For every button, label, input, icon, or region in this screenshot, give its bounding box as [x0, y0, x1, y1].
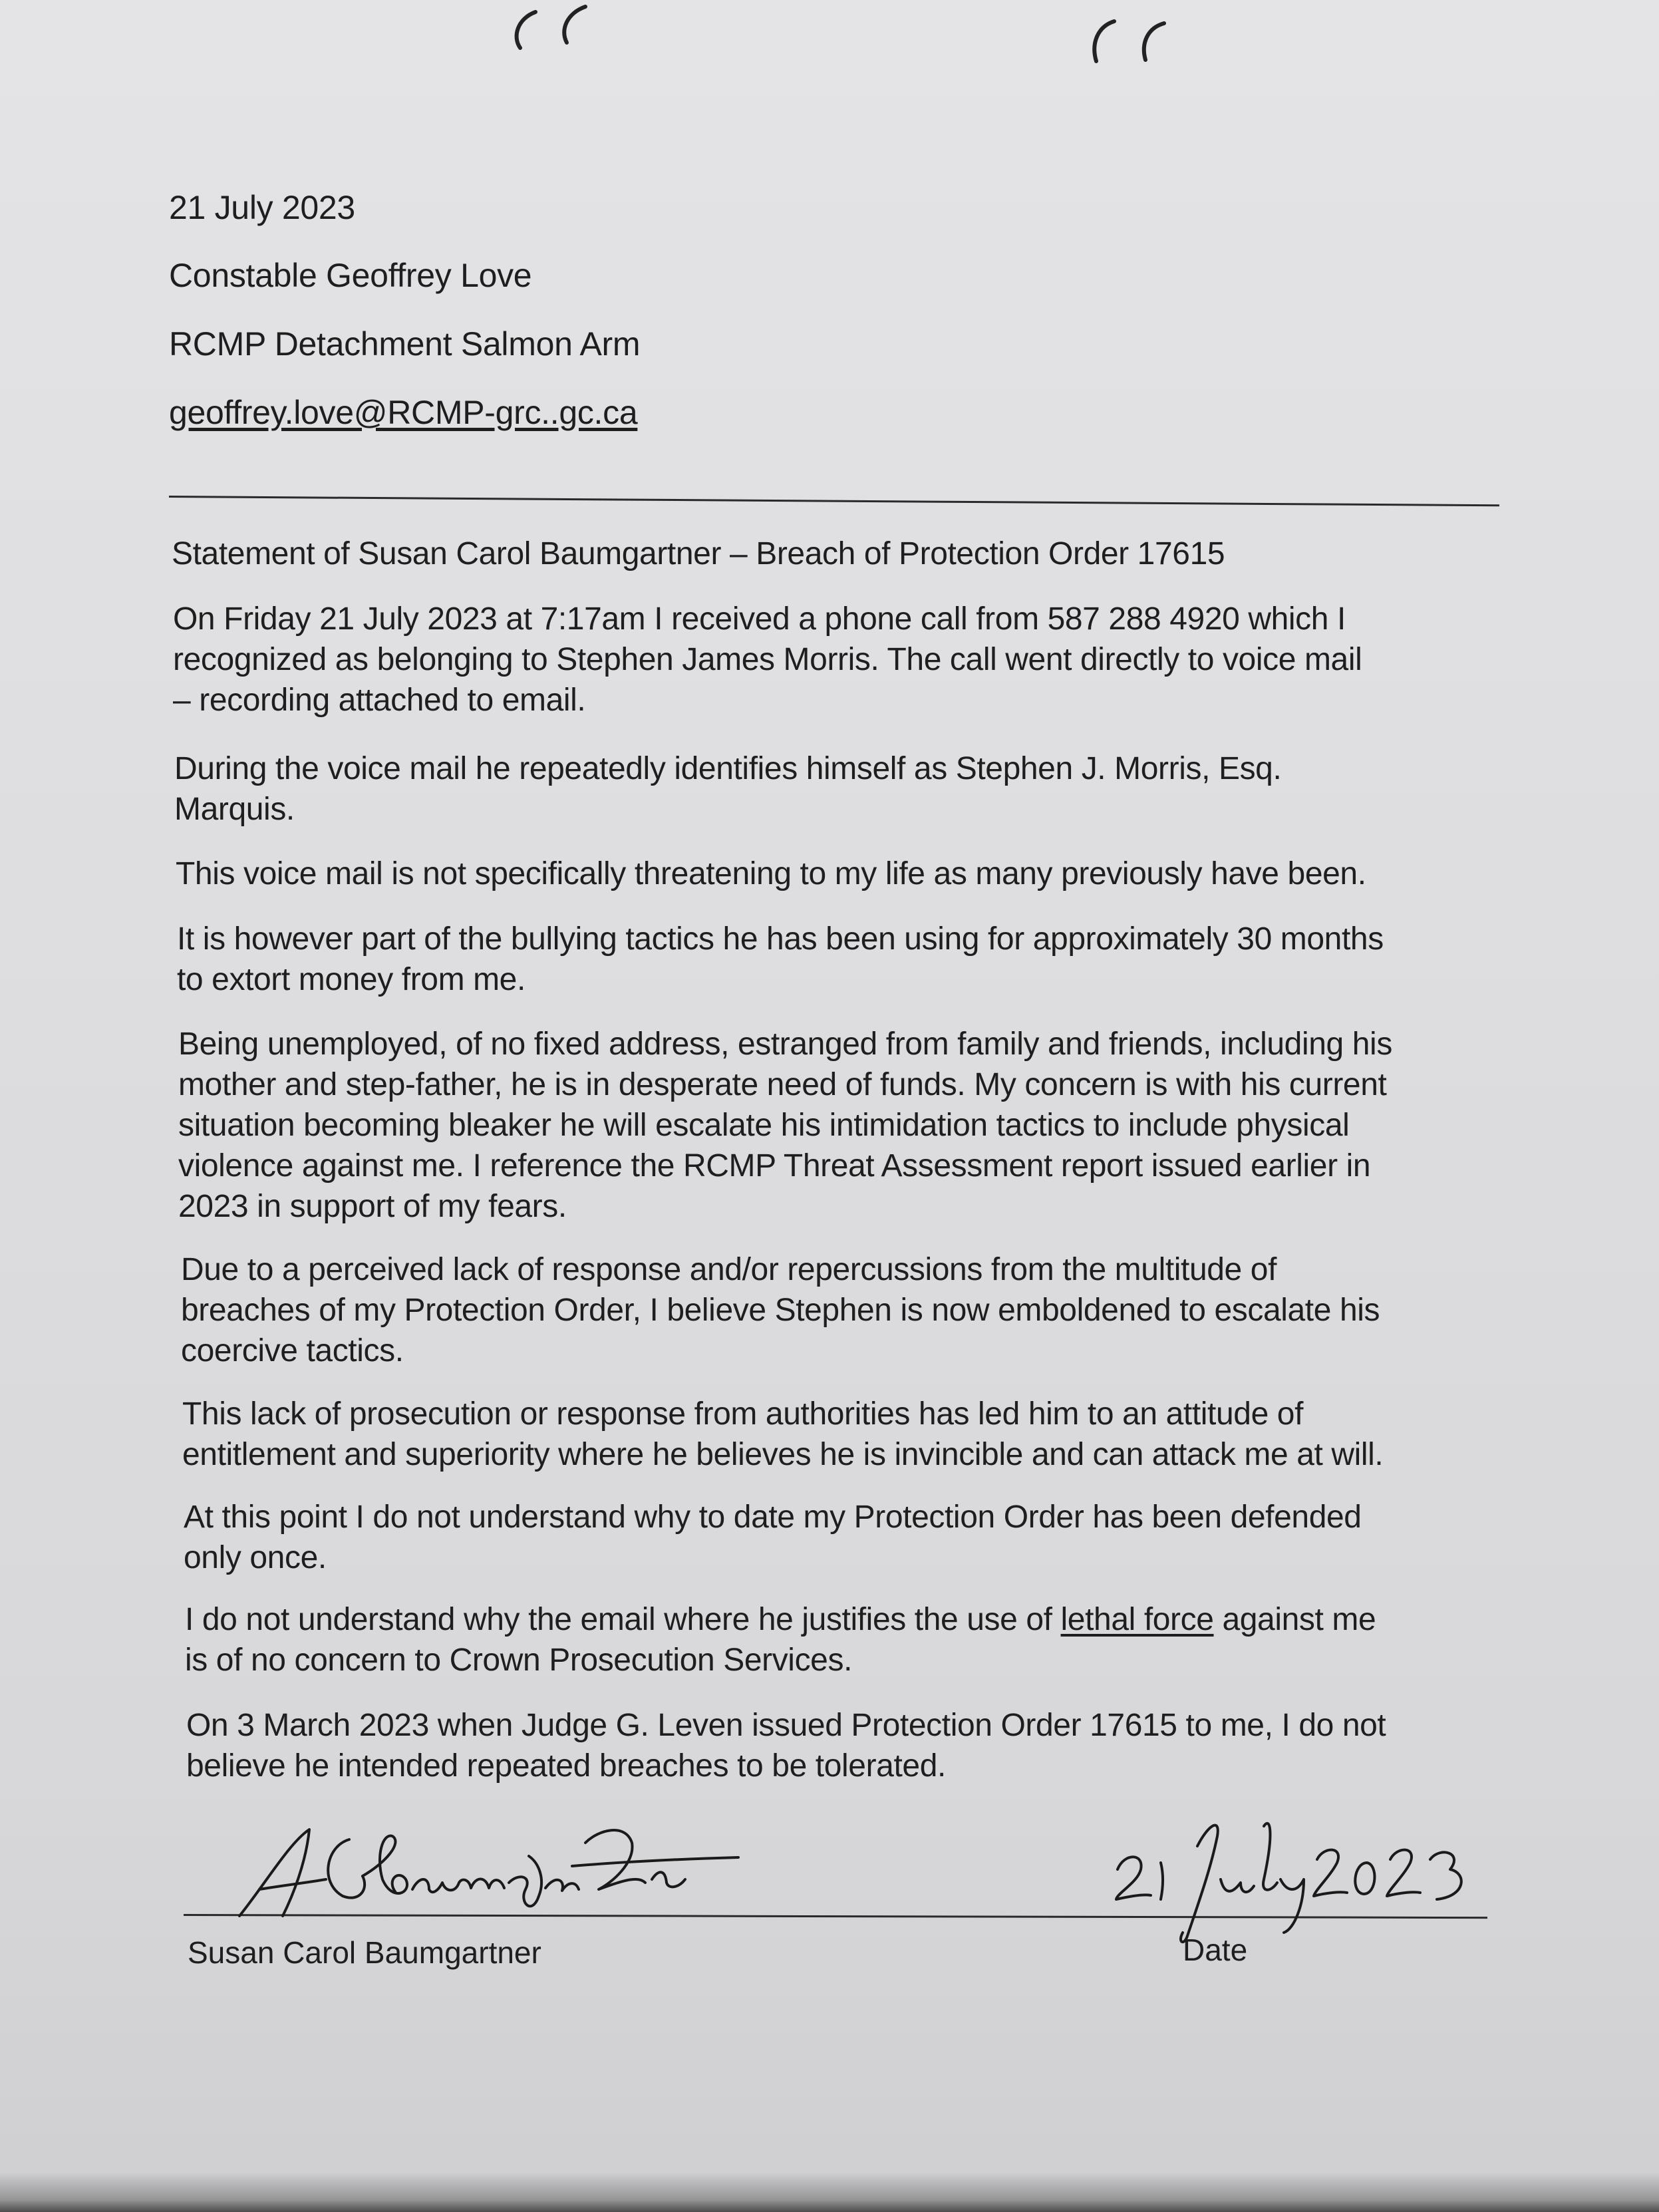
recipient-email: geoffrey.love@RCMP-grc..gc.ca: [169, 394, 638, 431]
letter-date: 21 July 2023: [169, 189, 355, 226]
paragraph-bullying-tactics: It is however part of the bullying tactics he has been using for approximately 30 months to extort money from me.: [177, 921, 1384, 997]
punch-hole-mark-right: [1078, 13, 1204, 73]
lethal-text-after: against me is of no concern to Crown Prosecution Services.: [185, 1602, 1376, 1678]
statement-title: Statement of Susan Carol Baumgartner – Breach of Protection Order 17615: [172, 536, 1225, 571]
lethal-text-before: I do not understand why the email where he justifies the use of: [185, 1602, 1061, 1637]
lethal-force-underlined: lethal force: [1060, 1602, 1214, 1637]
paragraph-not-threatening: This voice mail is not specifically threatening to my life as many previously have been.: [176, 856, 1366, 891]
paragraph-judge-order: On 3 March 2023 when Judge G. Leven issued Protection Order 17615 to me, I do not believe he intended repeated breaches to be tolerated.: [186, 1708, 1386, 1784]
date-label: Date: [1183, 1933, 1248, 1967]
paragraph-lethal-force: [185, 1599, 1549, 1680]
paragraph-voice-mail-identity: During the voice mail he repeatedly identifies himself as Stephen J. Morris, Esq. Marquis.: [174, 751, 1282, 827]
page-bottom-shadow: [0, 2172, 1659, 2212]
handwritten-date: [1104, 1806, 1477, 1953]
paragraph-lack-of-response: Due to a perceived lack of response and/or repercussions from the multitude of breaches of my Protection Order, I believe Stephen is now emboldened to escalate his coercive tactics.: [181, 1252, 1380, 1368]
recipient-name: Constable Geoffrey Love: [169, 257, 532, 294]
handwritten-signature: [226, 1816, 758, 1929]
paragraph-phone-call: On Friday 21 July 2023 at 7:17am I received a phone call from 587 288 4920 which I recognized as belonging to Stephen James Morris. The call went directly to voice mail – recording attached to email.: [173, 601, 1362, 718]
paragraph-defended-once: At this point I do not understand why to date my Protection Order has been defended only once.: [184, 1500, 1362, 1575]
signer-name: Susan Carol Baumgartner: [188, 1935, 541, 1970]
header-divider: [169, 496, 1499, 506]
recipient-organization: RCMP Detachment Salmon Arm: [169, 325, 641, 363]
punch-hole-mark-left: [506, 0, 625, 60]
paragraph-entitlement: This lack of prosecution or response from authorities has led him to an attitude of entitlement and superiority where he believes he is invincible and can attack me at will.: [182, 1396, 1384, 1472]
paragraph-concern-escalation: Being unemployed, of no fixed address, estranged from family and friends, including his mother and step-father, he is in desperate need of funds. My concern is with his current situation becoming bleaker he will escalate his intimidation tactics to include physical violence against me. I reference the RCMP Threat Assessment report issued earlier in 2023 in support of my fears.: [178, 1027, 1392, 1224]
